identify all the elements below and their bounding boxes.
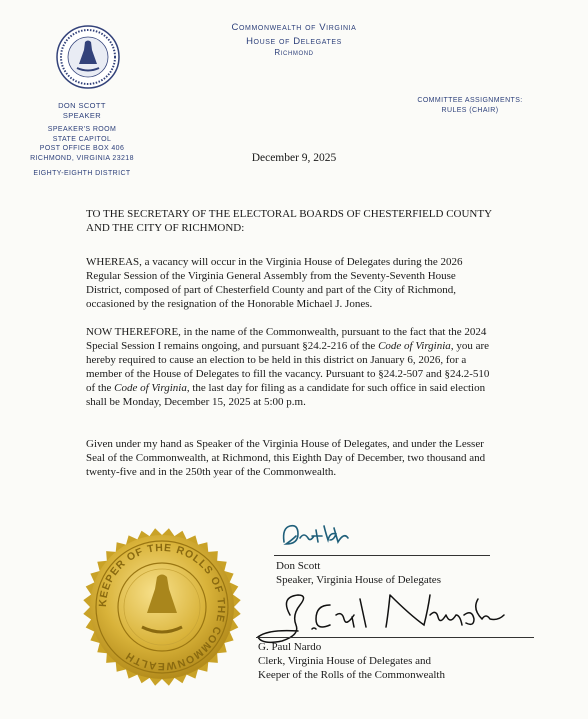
addressee: TO THE SECRETARY OF THE ELECTORAL BOARDS OF CHESTERFIELD COUNTY AND THE CITY OF RICHMOND: (86, 208, 492, 234)
code-of-virginia: Code of Virginia (378, 340, 451, 352)
nardo-title: Keeper of the Rolls of the Commonwealth (258, 669, 445, 681)
nardo-name: G. Paul Nardo (258, 641, 322, 653)
paragraph-text: , you are hereby required to cause an election to be held in this district on January 6, 2026, for a member of the House of Delegates to fill the vacancy. Pursuant to §24.2-507 and §24.2-510 of the (86, 340, 490, 394)
letterhead-house: House of Delegates (246, 36, 342, 47)
letterhead-state: Commonwealth of Virginia (231, 22, 357, 33)
code-of-virginia: Code of Virginia (114, 382, 187, 394)
speaker-name: DON SCOTT (58, 101, 106, 110)
address-line: RICHMOND, VIRGINIA 23218 (30, 154, 134, 162)
scott-title: Speaker, Virginia House of Delegates (276, 574, 441, 586)
committee-value: RULES (CHAIR) (441, 106, 499, 114)
paragraph-text: , the last day for filing as a candidate for such office in said election shall be Monday, December 15, 2025 at 5:00 p.m. (86, 382, 486, 408)
nardo-signature (250, 585, 550, 645)
nardo-title: Clerk, Virginia House of Delegates and (258, 655, 432, 667)
letterhead-left (22, 101, 142, 179)
letterhead-city: Richmond (274, 48, 314, 57)
speaker-role: SPEAKER (62, 111, 102, 120)
paragraph-given: Given under my hand as Speaker of the Virginia House of Delegates, and under the Lesser Seal of the Commonwealth, at Richmond, this Eighth Day of December, two thousand and twenty-five and in the 250th year of the Commonwealth. (86, 438, 486, 478)
paragraph-now-therefore (86, 325, 494, 409)
signature-line (274, 555, 490, 556)
signature-line (256, 637, 534, 638)
address-line: POST OFFICE BOX 406 (39, 145, 125, 152)
letterhead-right (390, 96, 550, 115)
seal-text: KEEPER OF THE ROLLS OF THE COMMONWEALTH (96, 541, 228, 673)
scott-name: Don Scott (276, 560, 321, 572)
scott-signature (276, 512, 366, 554)
letter-date: December 9, 2025 (251, 152, 337, 164)
paragraph-text: NOW THEREFORE, in the name of the Commonwealth, pursuant to the fact that the 2024 Special Session I remains ongoing, and pursuant §24.2-216 of the (86, 326, 487, 352)
paragraph-whereas: WHEREAS, a vacancy will occur in the Virginia House of Delegates during the 2026 Regular Session of the Virginia General Assembly from the Seventy-Seventh House District, composed of part of Chesterfield County and part of the City of Richmond, occasioned by the resignation of the Honorable Michael J. Jones. (86, 256, 463, 310)
virginia-seal-icon (55, 24, 121, 90)
address-line: STATE CAPITOL (52, 135, 112, 143)
address-line: SPEAKER'S ROOM (47, 126, 117, 133)
gold-seal-icon (82, 527, 242, 687)
committee-label: COMMITTEE ASSIGNMENTS: (417, 97, 523, 104)
district: EIGHTY-EIGHTH DISTRICT (33, 170, 131, 177)
